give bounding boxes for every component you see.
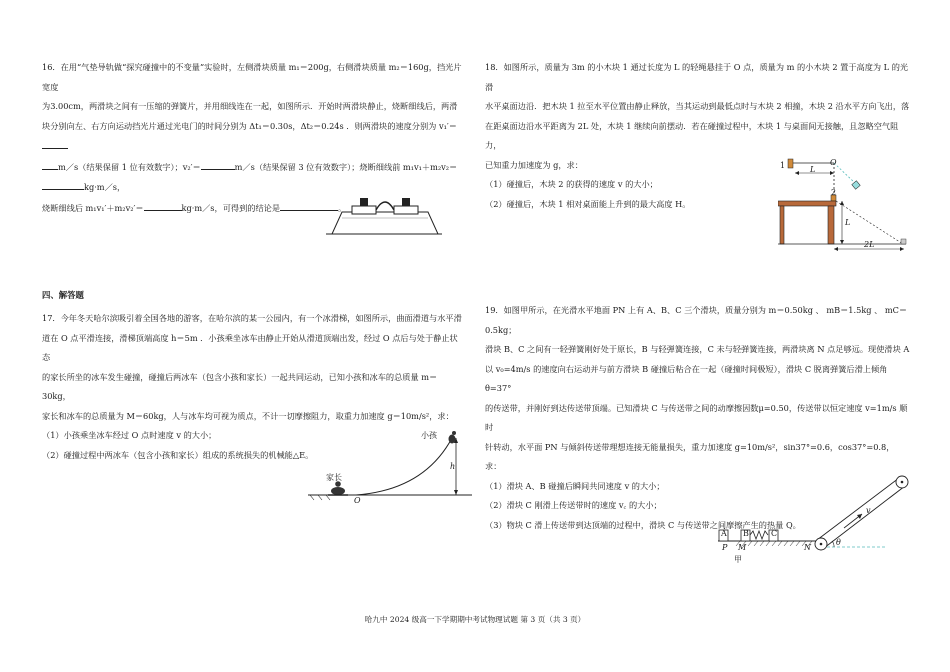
answer-blank[interactable]	[42, 177, 84, 190]
answer-blank[interactable]	[42, 157, 58, 170]
fig-label-parent: 家长	[326, 473, 342, 482]
q18-line-6: （2）碰撞后，木块 1 相对桌面能上升到的最大高度 H。	[485, 198, 691, 209]
q16-line-2: 为3.00cm，两滑块之间有一压缩的弹簧片，并用细线连在一起，如图所示．开始时两滑块静止，烧断细线后，两滑	[42, 101, 458, 111]
fig-label-o: O	[354, 496, 361, 505]
q17-line-2: 道在 O 点平滑连接，滑梯顶端高度 h＝5m ．小孩乘坐冰车由静止开始从滑道顶端出发，经过 O 点后与处于静止状态	[42, 332, 458, 362]
fig-label-v: v	[866, 506, 871, 515]
q19-line-5: 针转动，水平面 PN 与倾斜传送带理想连接无能量损失，重力加速度 g=10m/s²，sin37°=0.6，cos37°=0.8，求：	[485, 441, 895, 471]
fig-label-L-height: L	[845, 218, 851, 227]
fig-label-jia: 甲	[734, 555, 742, 564]
page-footer: 哈九中 2024 级高一下学期期中考试物理试题 第 3 页（共 3 页）	[364, 615, 586, 624]
fig-label-theta: θ	[836, 538, 841, 547]
parent-on-sled-icon	[328, 481, 348, 495]
q18-line-5: （1）碰撞后，木块 2 的获得的速度 v 的大小；	[485, 179, 658, 189]
q19-line-7: （2）滑块 C 刚滑上传送带时的速度 v꜀ 的大小；	[485, 500, 662, 510]
fig-label-L: L	[810, 165, 816, 174]
fig-label-child: 小孩	[421, 431, 437, 440]
conveyor-figure	[716, 466, 916, 564]
fig-label-block1: 1	[780, 161, 786, 170]
fig-label-N: N	[804, 543, 811, 552]
q16-line-5a: 烧断细线后 m₁v₁′＋m₂v₂′＝	[42, 202, 144, 213]
q19-line-4: 的传送带，并刚好到达传送带顶端。已知滑块 C 与传送带之间的动摩擦因数μ=0.50，传送带以恒定速度 v=1m/s 顺时	[485, 402, 908, 432]
section-heading: 四、解答题	[42, 290, 84, 300]
q18-line-3: 在距桌面边沿水平距离为 2L 处，木块 1 继续向前摆动．若在碰撞过程中，木块 1 与桌面间无接触，且忽略空气阻力，	[485, 120, 899, 150]
q19-line-6: （1）滑块 A、B 碰撞后瞬间共同速度 v 的大小；	[485, 480, 665, 491]
q19-line-1: 19．如图甲所示，在光滑水平地面 PN 上有 A、B、C 三个滑块，质量分别为 m＝0.50kg 、 mB＝1.5kg 、 mC＝0.5kg；	[485, 305, 908, 335]
q18-line-2: 水平桌面边沿．把木块 1 拉至水平位置由静止释放，当其运动到最低点时与木块 2 相撞，木块 2 沿水平方向飞出，落	[485, 101, 910, 111]
q17-line-4: 家长和冰车的总质量为 M＝60kg，人与冰车均可视为质点，不计一切摩擦阻力，取重力加速度 g＝10m/s²，求：	[42, 410, 454, 421]
answer-blank[interactable]	[201, 157, 235, 170]
q19-line-2: 滑块 B、C 之间有一轻弹簧刚好处于原长，B 与轻弹簧连接，C 未与轻弹簧连接，两滑块离 N 点足够远。现使滑块 A	[485, 344, 910, 354]
q18-line-1: 18．如图所示，质量为 3m 的小木块 1 通过长度为 L 的轻绳悬挂于 O 点，质量为 m 的小木块 2 置于高度为 L 的光滑	[485, 62, 909, 92]
q18-line-4: 已知重力加速度为 g，求：	[485, 159, 583, 170]
q16-line-3-text: 块分别向左、右方向运动挡光片通过光电门的时间分别为 Δt₁＝0.30s，Δt₂＝0.24s ．则两滑块的速度分别为 v₁′＝	[42, 120, 457, 131]
q16-line-5b: kg·m／s，可得到的结论是	[181, 202, 281, 213]
ice-slide-figure	[304, 428, 479, 510]
air-track-figure	[322, 190, 444, 238]
pendulum-table-figure	[778, 155, 913, 255]
q16-line-1: 16．在用“气垫导轨做“探究碰撞中的不变量”实验时，左侧滑块质量 m₁＝200g，右侧滑块质量 m₂＝160g，挡光片宽度	[42, 62, 462, 92]
fig-label-M: M	[738, 543, 747, 552]
q17-line-6: （2）碰撞过程中两冰车（包含小孩和家长）组成的系统损失的机械能△E。	[42, 449, 314, 460]
q16-line-4a: m／s（结果保留 1 位有效数字）；v₂′＝	[58, 161, 201, 172]
q16-line-5c: 。	[338, 202, 347, 213]
fig-label-C: C	[771, 529, 778, 538]
q19-line-3: 以 v₀=4m/s 的速度向右运动并与前方滑块 B 碰撞后粘合在一起（碰撞时间极短），滑块 C 脱离弹簧后滑上倾角θ=37°	[485, 363, 888, 393]
fig-label-2L: 2L	[864, 240, 875, 249]
q17-line-3: 的家长所坐的冰车发生碰撞，碰撞后两冰车（包含小孩和家长）一起共同运动，已知小孩和冰车的总质量 m＝30kg，	[42, 371, 438, 401]
fig-label-B: B	[743, 529, 749, 538]
fig-label-o: O	[830, 158, 837, 167]
answer-blank[interactable]	[42, 136, 68, 149]
answer-blank[interactable]	[144, 198, 182, 211]
fig-label-A: A	[721, 529, 727, 538]
q16-line-4b: m／s（结果保留 3 位有效数字）；烧断细线前 m₁v₁＋m₂v₂＝	[234, 161, 458, 172]
q19-line-8: （3）物块 C 滑上传送带到达顶端的过程中，滑块 C 与传送带之间摩擦产生的热量 Q。	[485, 519, 801, 530]
fig-label-block2: 2	[831, 188, 837, 197]
q17-line-5: （1）小孩乘坐冰车经过 O 点时速度 v 的大小；	[42, 430, 217, 440]
fig-label-h: h	[450, 462, 456, 471]
q16-line-4c: kg·m／s，	[84, 182, 126, 192]
q16-line-3	[42, 117, 462, 157]
fig-label-P: P	[722, 543, 728, 552]
q17-line-1: 17．今年冬天哈尔滨吸引着全国各地的游客，在哈尔滨的某一公园内，有一个冰滑梯，如图所示，曲面滑道与水平滑	[42, 313, 462, 323]
